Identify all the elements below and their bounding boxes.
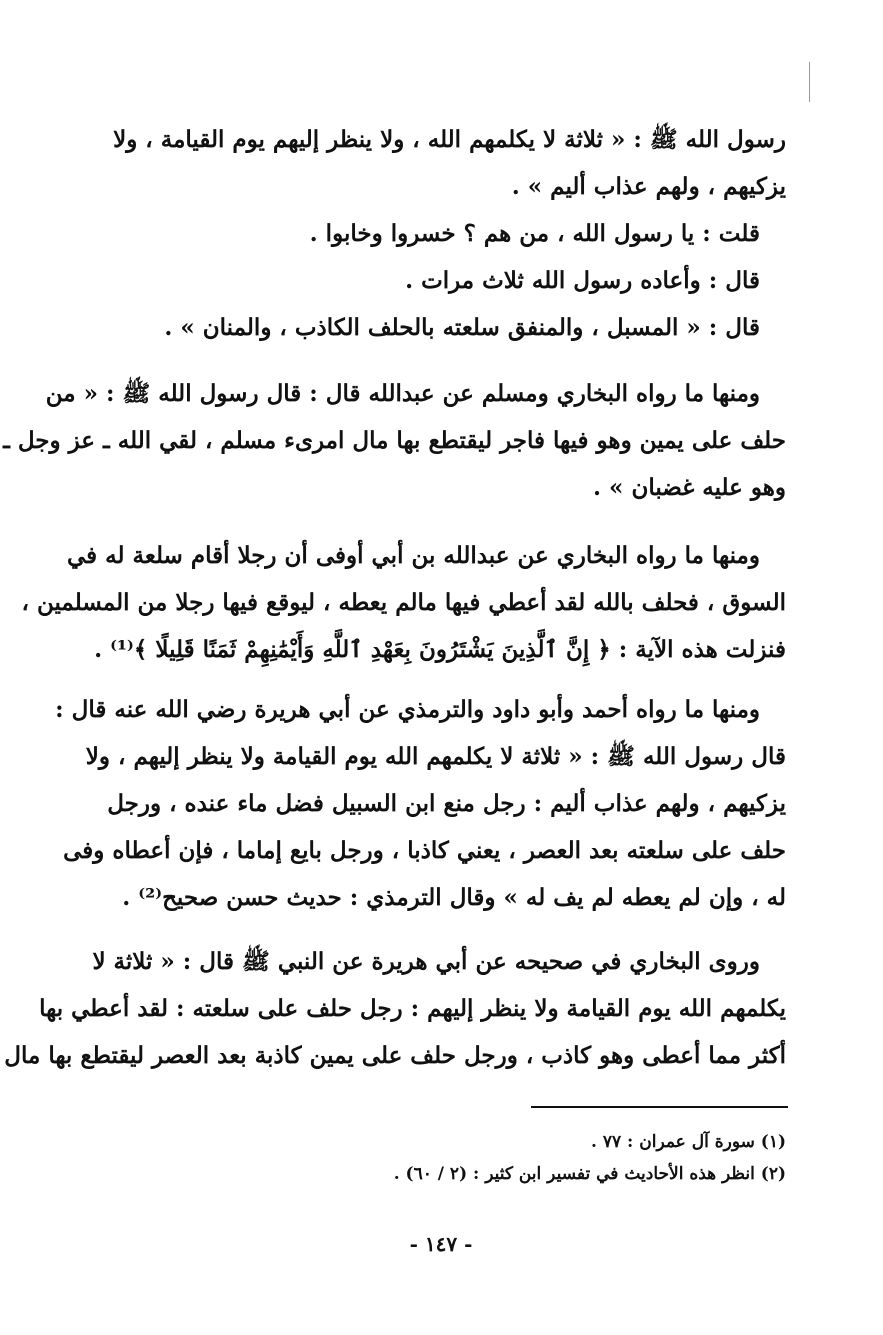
footnote-1: (١) سورة آل عمران : ٧٧ . [591,1132,786,1152]
paragraph-line: حلف على يمين وهو فيها فاجر ليقتطع بها مال امرىء مسلم ، لقي الله ـ عز وجل ـ [3,427,786,454]
page-number: - ١٤٧ - [409,1232,473,1256]
paragraph-line: يزكيهم ، ولهم عذاب أليم : رجل منع ابن السبيل فضل ماء عنده ، ورجل [107,790,786,817]
paragraph-line: السوق ، فحلف بالله لقد أعطي فيها مالم يعطه ، ليوقع فيها رجلا من المسلمين ، [21,589,786,616]
footnote-divider [531,1106,788,1108]
paragraph-line: قال رسول الله ﷺ : « ثلاثة لا يكلمهم الله يوم القيامة ولا ينظر إليهم ، ولا [85,743,786,770]
paragraph-line: يزكيهم ، ولهم عذاب أليم » . [511,173,786,200]
paragraph-line: ومنها ما رواه أحمد وأبو داود والترمذي عن أبي هريرة رضي الله عنه قال : [55,696,760,723]
paragraph-line: وروى البخاري في صحيحه عن أبي هريرة عن النبي ﷺ قال : « ثلاثة لا [92,948,760,975]
paragraph-3 [21,532,786,673]
paragraph-line: ومنها ما رواه البخاري ومسلم عن عبدالله قال : قال رسول الله ﷺ : « من [45,380,760,407]
paragraph-line: يكلمهم الله يوم القيامة ولا ينظر إليهم : رجل حلف على سلعته : لقد أعطي بها [39,995,786,1022]
paragraph-line: ومنها ما رواه البخاري عن عبدالله بن أبي أوفى أن رجلا أقام سلعة له في [67,542,760,569]
paragraph-5 [4,938,786,1079]
paragraph-1 [100,116,786,351]
paragraph-2 [3,370,786,511]
paragraph-4 [55,686,786,921]
margin-mark [809,62,810,102]
paragraph-line: رسول الله ﷺ : « ثلاثة لا يكلمهم الله ، ولا ينظر إليهم يوم القيامة ، ولا [113,126,786,153]
paragraph-line: قال : « المسبل ، والمنفق سلعته بالحلف الكاذب ، والمنان » . [164,314,760,341]
paragraph-line: حلف على سلعته بعد العصر ، يعني كاذبا ، ورجل بايع إماما ، فإن أعطاه وفى [63,837,786,864]
footnote-2: (٢) انظر هذه الأحاديث في تفسير ابن كثير : (٢ / ٦٠) . [393,1164,786,1184]
paragraph-line: أكثر مما أعطى وهو كاذب ، ورجل حلف على يمين كاذبة بعد العصر ليقتطع بها مال [4,1042,786,1069]
paragraph-line: قلت : يا رسول الله ، من هم ؟ خسروا وخابوا . [309,220,760,247]
paragraph-line: وهو عليه غضبان » . [593,474,786,501]
footnotes [100,1126,786,1190]
paragraph-line: فنزلت هذه الآية : ﴿ إِنَّ ٱلَّذِينَ يَشْتَرُونَ بِعَهْدِ ٱللَّهِ وَأَيْمَٰنِهِمْ ثَمَنًا قَلِيلًا ﴾⁽¹⁾ . [94,636,786,663]
paragraph-line: له ، وإن لم يعطه لم يف له » وقال الترمذي : حديث حسن صحيح⁽²⁾ . [122,884,786,911]
paragraph-line: قال : وأعاده رسول الله ثلاث مرات . [405,267,760,294]
